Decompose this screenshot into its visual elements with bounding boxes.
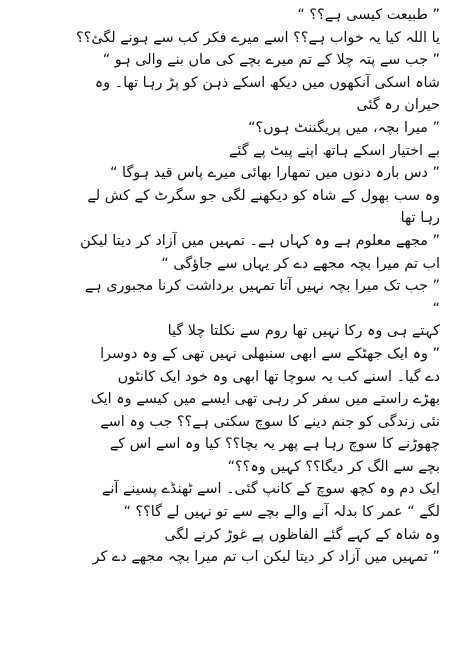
text-line: شاہ اسکی آنکھوں میں دیکھ اسکے ذہن کو پڑ رہا تھا۔ وہ xyxy=(94,74,440,91)
text-line: دے گیا۔ اسنے کب یہ سوچا تھا ابھی وہ خود ایک کانٹوں xyxy=(117,368,440,385)
text-line: کہتے ہی وہ رکا نہیں تھا روم سے نکلتا چلا گیا xyxy=(167,323,440,340)
text-line: رہا تھا xyxy=(400,210,440,227)
text-line: ” طبیعت کیسی ہے؟؟ “ xyxy=(297,7,440,23)
text-line: ” جب سے پتہ چلا کے تم میرے بچے کی ماں بنے والی ہو “ xyxy=(102,52,440,69)
text-line: بچے سے الگ کر دیگا؟؟ کہیں وہ؟؟“ xyxy=(227,458,440,475)
text-line: بے اختیار اسکے ہاتھ اپنے پیٹ پے گئے xyxy=(228,142,440,159)
text-line: اب تم میرا بچہ مجھے دے کر یہاں سے جاؤگی “ xyxy=(161,255,440,272)
text-line: ” وہ ایک جھٹکے سے ابھی سنبھلی نہیں تھی کے وہ دوسرا xyxy=(100,345,440,362)
text-line: نئی زندگی کو جنم دینے کا سوچ سکتی ہے؟؟ جب وہ اسے xyxy=(100,413,440,430)
text-line: ” میرا بچہ، میں پریگننٹ ہوں؟“ xyxy=(248,119,440,136)
urdu-text-body xyxy=(8,4,440,569)
text-line: ” تمہیں میں آزاد کر دیتا لیکن اب تم میرا بچہ مجھے دے کر xyxy=(92,549,440,566)
text-line: لگے “ عمر کا بدلہ آنے والے بچے سے تو نہیں لے گا؟؟ “ xyxy=(123,504,440,521)
text-line: ” جب تک میرا بچہ نہیں آتا تمہیں برداشت کرنا مجبوری ہے xyxy=(84,278,440,295)
text-line: یا اللہ کیا یہ خواب ہے؟؟ اسے میرے فکر کب سے ہونے لگئ؟؟ xyxy=(76,29,440,46)
text-line: ” دس بارہ دنوں میں تمھارا بھائی میرے پاس قید ہوگا “ xyxy=(110,165,440,182)
text-line: بھڑے راستے میں سفر کر رہی تھی ایسے میں کیسے وہ ایک xyxy=(90,391,440,408)
text-line: ایک دم وہ کچھ سوچ کے کانپ گئی۔ اسے ٹھنڈے پسینے آنے xyxy=(101,481,440,498)
text-line: چھوڑنے کا سوچ رہا ہے پھر یہ بچا؟؟ کیا وہ اسے اس کے xyxy=(109,436,440,453)
text-line: وہ سب بھول کے شاہ کو دیکھنے لگی جو سگرٹ کے کش لے xyxy=(87,187,440,204)
text-line: وہ شاہ کے کہے گئے الفاظوں پے غوڑ کرنے لگی xyxy=(164,526,440,543)
text-line: “ xyxy=(432,300,440,317)
text-line: ” مجھے معلوم ہے وہ کہاں ہے۔ تمہیں میں آزاد کر دیتا لیکن xyxy=(80,232,440,249)
text-line: حیران رہ گئی xyxy=(356,97,440,114)
